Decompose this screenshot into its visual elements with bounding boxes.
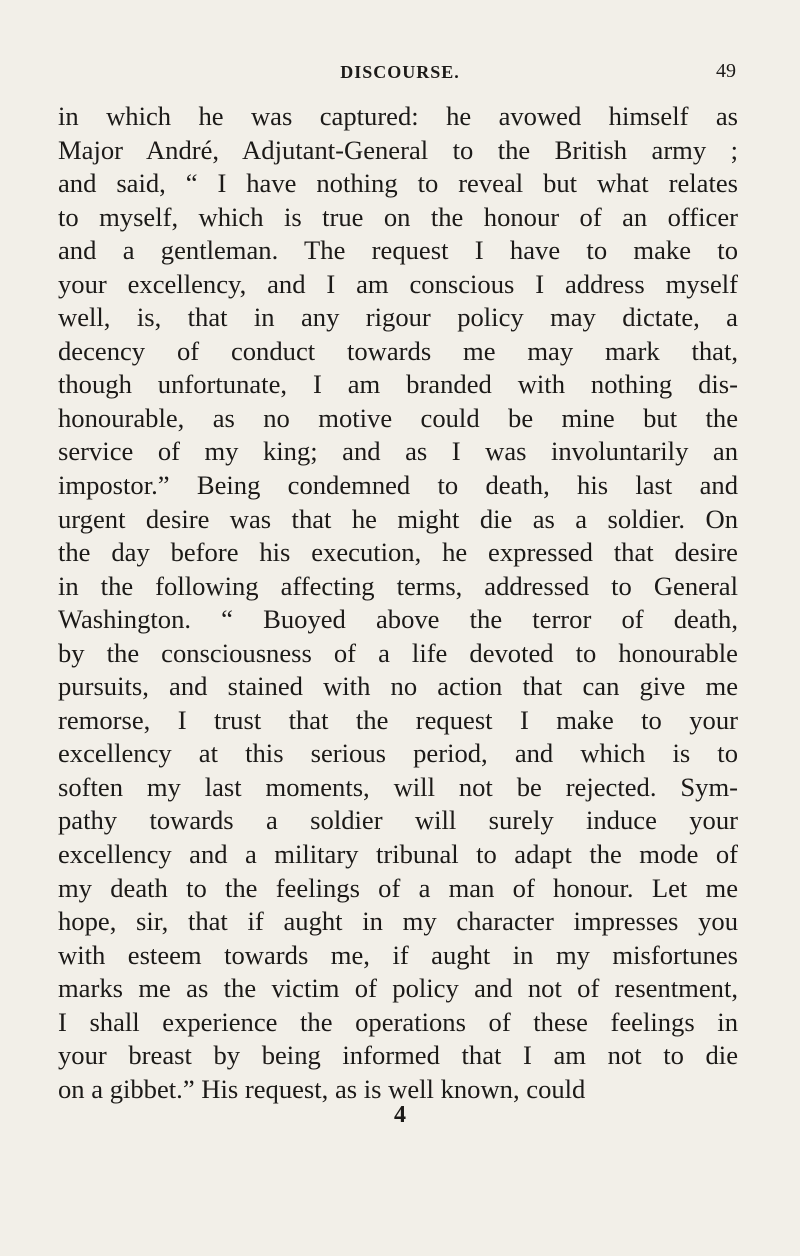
text-line: Major André, Adjutant-General to the British army ; (58, 134, 738, 165)
text-line: service of my king; and as I was involuntarily an (58, 436, 738, 467)
text-line: urgent desire was that he might die as a soldier. On (58, 503, 738, 534)
header-title: DISCOURSE. (340, 62, 460, 82)
text-line: and said, “ I have nothing to reveal but what relates (58, 168, 738, 199)
text-line: soften my last moments, will not be rejected. Sym- (58, 771, 738, 802)
signature-mark: 4 (394, 1102, 406, 1128)
text-line: remorse, I trust that the request I make to your (58, 704, 738, 735)
text-line: the day before his execution, he expressed that desire (58, 537, 738, 568)
page-number: 49 (716, 60, 736, 82)
text-line: excellency and a military tribunal to adapt the mode of (58, 839, 738, 870)
text-line: your breast by being informed that I am not to die (58, 1040, 738, 1071)
text-line: in which he was captured: he avowed himself as (58, 101, 738, 131)
text-line: and a gentleman. The request I have to make to (58, 235, 738, 266)
text-line: your excellency, and I am conscious I address myself (58, 268, 738, 299)
text-line: pathy towards a soldier will surely induce your (58, 805, 738, 836)
text-line: by the consciousness of a life devoted to honourable (58, 637, 738, 668)
running-header (60, 62, 740, 86)
text-line: though unfortunate, I am branded with nothing dis- (58, 369, 738, 400)
text-line: my death to the feelings of a man of honour. Let me (58, 872, 738, 903)
text-line: with esteem towards me, if aught in my misfortunes (58, 939, 738, 970)
text-line: impostor.” Being condemned to death, his last and (58, 470, 738, 501)
text-line: honourable, as no motive could be mine but the (58, 402, 738, 433)
text-line: on a gibbet.” His request, as is well known, could (58, 1073, 586, 1104)
body-text (58, 100, 738, 1106)
text-line: marks me as the victim of policy and not of resentment, (58, 973, 738, 1004)
text-line: decency of conduct towards me may mark that, (58, 335, 738, 366)
text-line: in the following affecting terms, addressed to General (58, 570, 738, 601)
text-line: hope, sir, that if aught in my character impresses you (58, 906, 738, 937)
text-line: I shall experience the operations of these feelings in (58, 1006, 738, 1037)
text-line: to myself, which is true on the honour of an officer (58, 201, 738, 232)
text-line: pursuits, and stained with no action that can give me (58, 671, 738, 702)
text-line: Washington. “ Buoyed above the terror of death, (58, 604, 738, 635)
text-line: excellency at this serious period, and which is to (58, 738, 738, 769)
text-line: well, is, that in any rigour policy may dictate, a (58, 302, 738, 333)
